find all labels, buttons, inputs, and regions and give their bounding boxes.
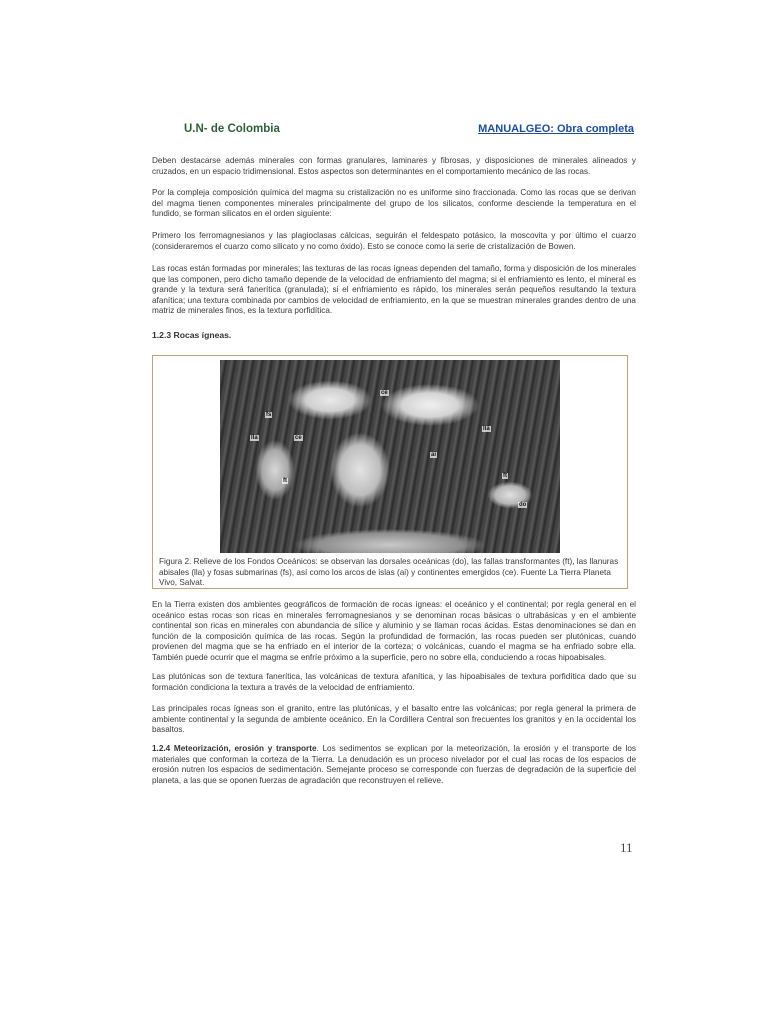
header-manual-link[interactable]: MANUALGEO: Obra completa	[478, 123, 634, 135]
ocean-floor-map	[220, 360, 560, 553]
paragraph-textures: Las rocas están formadas por minerales; las texturas de las rocas ígneas dependen del tamaño, forma y disposición de los minerales que las componen, pero dicho tamaño depende de la velocidad de enfriamiento del magma; si el enfriamiento es lento, el mineral es grande y la textura será fanerítica (granulada); si el enfriamiento es rápido, los minerales serán pequeños resultando la textura afanítica; una textura combinada por cambios de velocidad de enfriamiento, en la que se muestran minerales grandes dentro de una matriz de minerales finos, es la textura porfidítica.	[152, 264, 636, 316]
map-label-ce: ce	[381, 390, 388, 396]
paragraph-weathering-text: . Los sedimentos se explican por la meteorización, la erosión y el transporte de los materiales que conforman la corteza de la Tierra. La denudación es un proceso nivelador por el cual las rocas de los espacios de erosión nutren los espacios de sedimentación. Semejante proceso se corresponde con fuerzas de degradación de la superficie del planeta, a las que se oponen fuerzas de agradación que reconstruyen el relieve.	[152, 744, 636, 785]
map-label-ce: ce	[295, 435, 302, 441]
paragraph-weathering	[152, 744, 636, 786]
map-label-lla: lla	[251, 435, 258, 441]
page-number: 11	[620, 840, 633, 855]
map-label-ft: ft	[283, 478, 287, 484]
header-institution: U.N- de Colombia	[184, 123, 280, 135]
paragraph-bowen: Primero los ferromagnesianos y las plagioclasas cálcicas, seguirán el feldespato potásico, la moscovita y por último el cuarzo (consideraremos el cuarzo como silicato y no como óxido). Esto se conoce como la serie de cristalización de Bowen.	[152, 231, 636, 251]
paragraph-magma: Por la compleja composición química del magma su cristalización no es uniforme sino fraccionada. Como las rocas que se derivan del magma tienen componentes minerales principalmente del grupo de los silicatos, conforme desciende la temperatura en el fundido, se forman silicatos en el orden siguiente:	[152, 188, 636, 219]
map-label-do: do	[519, 502, 527, 508]
section-heading-weathering: 1.2.4 Meteorización, erosión y transporte	[152, 744, 317, 753]
paragraph-plutonic: Las plutónicas son de textura fanerítica, las volcánicas de textura afanítica, y las hipoabisales de textura porfidítica dado que su formación condiciona la textura a través de la velocidad de enfriamiento.	[152, 672, 636, 692]
paragraph-minerals: Deben destacarse además minerales con formas granulares, laminares y fibrosas, y disposiciones de minerales alineados y cruzados, en un espacio tridimensional. Estos aspectos son determinantes en el comportamiento mecánico de las rocas.	[152, 156, 636, 176]
figure-caption: Figura 2. Relieve de los Fondos Oceánicos: se observan las dorsales oceánicas (do), las fallas transformantes (ft), las llanuras abisales (lla) y fosas submarinas (fs), así como los arcos de islas (ai) y continentes emergidos (ce). Fuente La Tierra Planeta Vivo, Salvat.	[159, 557, 619, 587]
section-title-igneous: 1.2.3 Rocas ígneas.	[152, 330, 232, 340]
map-label-ai: ai	[431, 452, 437, 458]
paragraph-principal-rocks: Las principales rocas ígneas son el granito, entre las plutónicas, y el basalto entre las volcánicas; por regla general la primera de ambiente continental y la segunda de ambiente oceánico. En la Cordillera Central son frecuentes los granitos y en la occidental los basaltos.	[152, 704, 636, 735]
map-label-ft: ft	[503, 473, 507, 479]
paragraph-environments: En la Tierra existen dos ambientes geográficos de formación de rocas ígneas: el oceánico y el continental; por regla general en el oceánico estas rocas son ricas en minerales ferromagnesianos y se denominan rocas básicas o ultrabásicas y en el ambiente continental son ricas en minerales con abundancia de sílice y aluminio y se llaman rocas ácidas. Estas denominaciones se dan en función de la composición química de las rocas. Según la profundidad de formación, las rocas pueden ser plutónicas, cuando provienen del magma que se ha enfriado en el interior de la corteza; o volcánicas, cuando el magma se ha enfriado sobre ella. También puede ocurrir que el magma se enfríe próximo a la superficie, pero no sobre ella, conduciendo a rocas hipoabisales.	[152, 600, 636, 662]
map-label-lla: lla	[483, 426, 490, 432]
map-label-fs: fs	[266, 412, 272, 418]
